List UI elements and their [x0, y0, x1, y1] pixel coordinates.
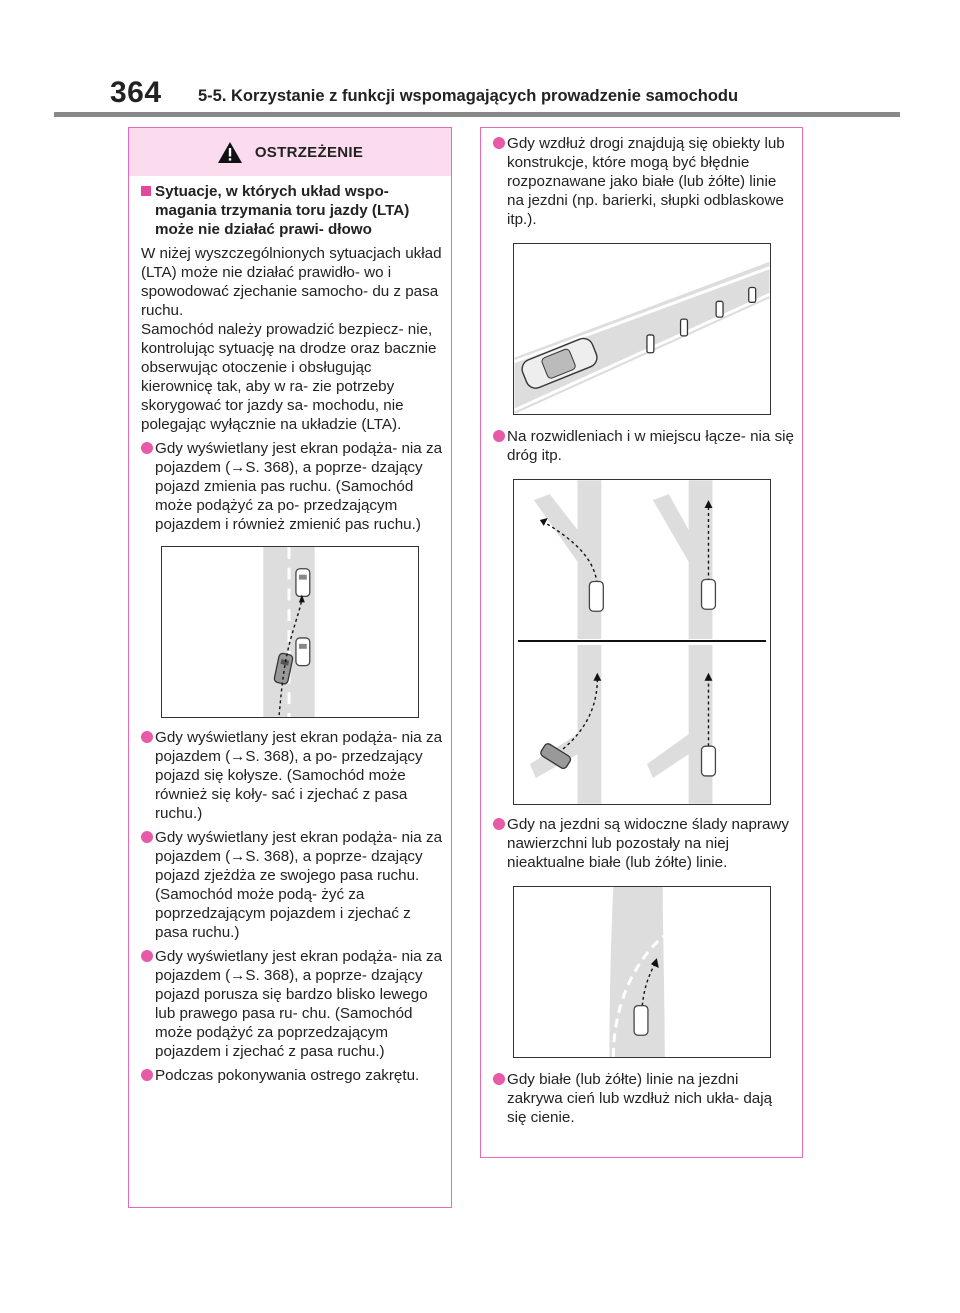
- list-item-text: Gdy wyświetlany jest ekran podąża- nia za pojazdem (→S. 368), a poprze- dzający pojazd zmienia pas ruchu. (Samochód może podążyć za po- przedzającym pojazdem i również zmienić pas ruchu.): [155, 440, 443, 533]
- list-item: [141, 947, 443, 1061]
- illustration-old-lane-marks: [513, 886, 771, 1058]
- warning-header: [129, 128, 451, 176]
- warning-box-right: [480, 127, 803, 1158]
- pink-dot-icon: [493, 137, 505, 149]
- list-item-text: Gdy wyświetlany jest ekran podąża- nia za pojazdem (→S. 368), a po- przedzający pojazd się kołysze. (Samochód może również się koły- sać i zjechać z pasa ruchu.): [155, 729, 443, 822]
- pink-dot-icon: [493, 1073, 505, 1085]
- warning-box-left: [128, 127, 452, 1208]
- list-item: [141, 728, 443, 823]
- pink-dot-icon: [493, 818, 505, 830]
- list-item-text: Gdy białe (lub żółte) linie na jezdni zakrywa cień lub wzdłuż nich ukła- dają się cienie.: [507, 1071, 773, 1126]
- page-title: 5-5. Korzystanie z funkcji wspomagających prowadzenie samochodu: [198, 87, 739, 105]
- pink-dot-icon: [141, 442, 153, 454]
- list-item: [141, 828, 443, 942]
- list-item-text: Gdy na jezdni są widoczne ślady naprawy nawierzchni lub pozostały na niej nieaktualne białe (lub żółte) linie.: [507, 816, 789, 871]
- warning-label: OSTRZEŻENIE: [254, 143, 364, 161]
- pink-dot-icon: [493, 430, 505, 442]
- illustration-road-forks: [513, 479, 771, 805]
- illustration-lane-change: [161, 546, 419, 718]
- pink-dot-icon: [141, 950, 153, 962]
- list-item-text: Gdy wyświetlany jest ekran podąża- nia za pojazdem (→S. 368), a poprze- dzający pojazd porusza się bardzo blisko lewego lub prawego pasa ru- chu. (Samochód może podążyć za poprzedzającym pojazdem i zjechać z pasa ruchu.): [155, 948, 443, 1060]
- warning-intro-2: Samochód należy prowadzić bezpiecz- nie, kontrolując sytuację na drodze oraz bacznie obserwując otoczenie i obsługując kierownicę tak, aby w ra- zie potrzeby skorygować tor jazdy sa- mochodu, nie polegając wyłącznie na układzie (LTA).: [141, 321, 437, 433]
- page-number: 364: [110, 76, 162, 109]
- list-item-text: Na rozwidleniach i w miejscu łącze- nia się dróg itp.: [507, 428, 794, 464]
- warning-heading: Sytuacje, w których układ wspo- magania trzymania toru jazdy (LTA) może nie działać prawi- dłowo: [141, 182, 443, 239]
- header-divider: [54, 112, 900, 117]
- warning-triangle-icon: [217, 141, 243, 164]
- list-item: [493, 1070, 794, 1127]
- list-item: [493, 134, 794, 229]
- list-item-text: Gdy wyświetlany jest ekran podąża- nia za pojazdem (→S. 368), a poprze- dzający pojazd zjeżdża ze swojego pasa ruchu. (Samochód może podą- żyć za poprzedzającym pojazdem i zjechać z pasa ruchu.): [155, 829, 443, 941]
- pink-dot-icon: [141, 831, 153, 843]
- list-item: [493, 815, 794, 872]
- list-item-text: Podczas pokonywania ostrego zakrętu.: [155, 1067, 420, 1084]
- warning-intro: W niżej wyszczególnionych sytuacjach układ (LTA) może nie działać prawidło- wo i spowodować zjechanie samocho- du z pasa ruchu.: [141, 245, 442, 319]
- pink-dot-icon: [141, 1069, 153, 1081]
- list-item: [141, 439, 443, 534]
- list-item: [493, 427, 794, 465]
- illustration-roadside-posts: [513, 243, 771, 415]
- list-item: [141, 1066, 443, 1085]
- list-item-text: Gdy wzdłuż drogi znajdują się obiekty lub konstrukcje, które mogą być błędnie rozpoznawane jako białe (lub żółte) linie na jezdni (np. barierki, słupki odblaskowe itp.).: [507, 135, 785, 228]
- pink-dot-icon: [141, 731, 153, 743]
